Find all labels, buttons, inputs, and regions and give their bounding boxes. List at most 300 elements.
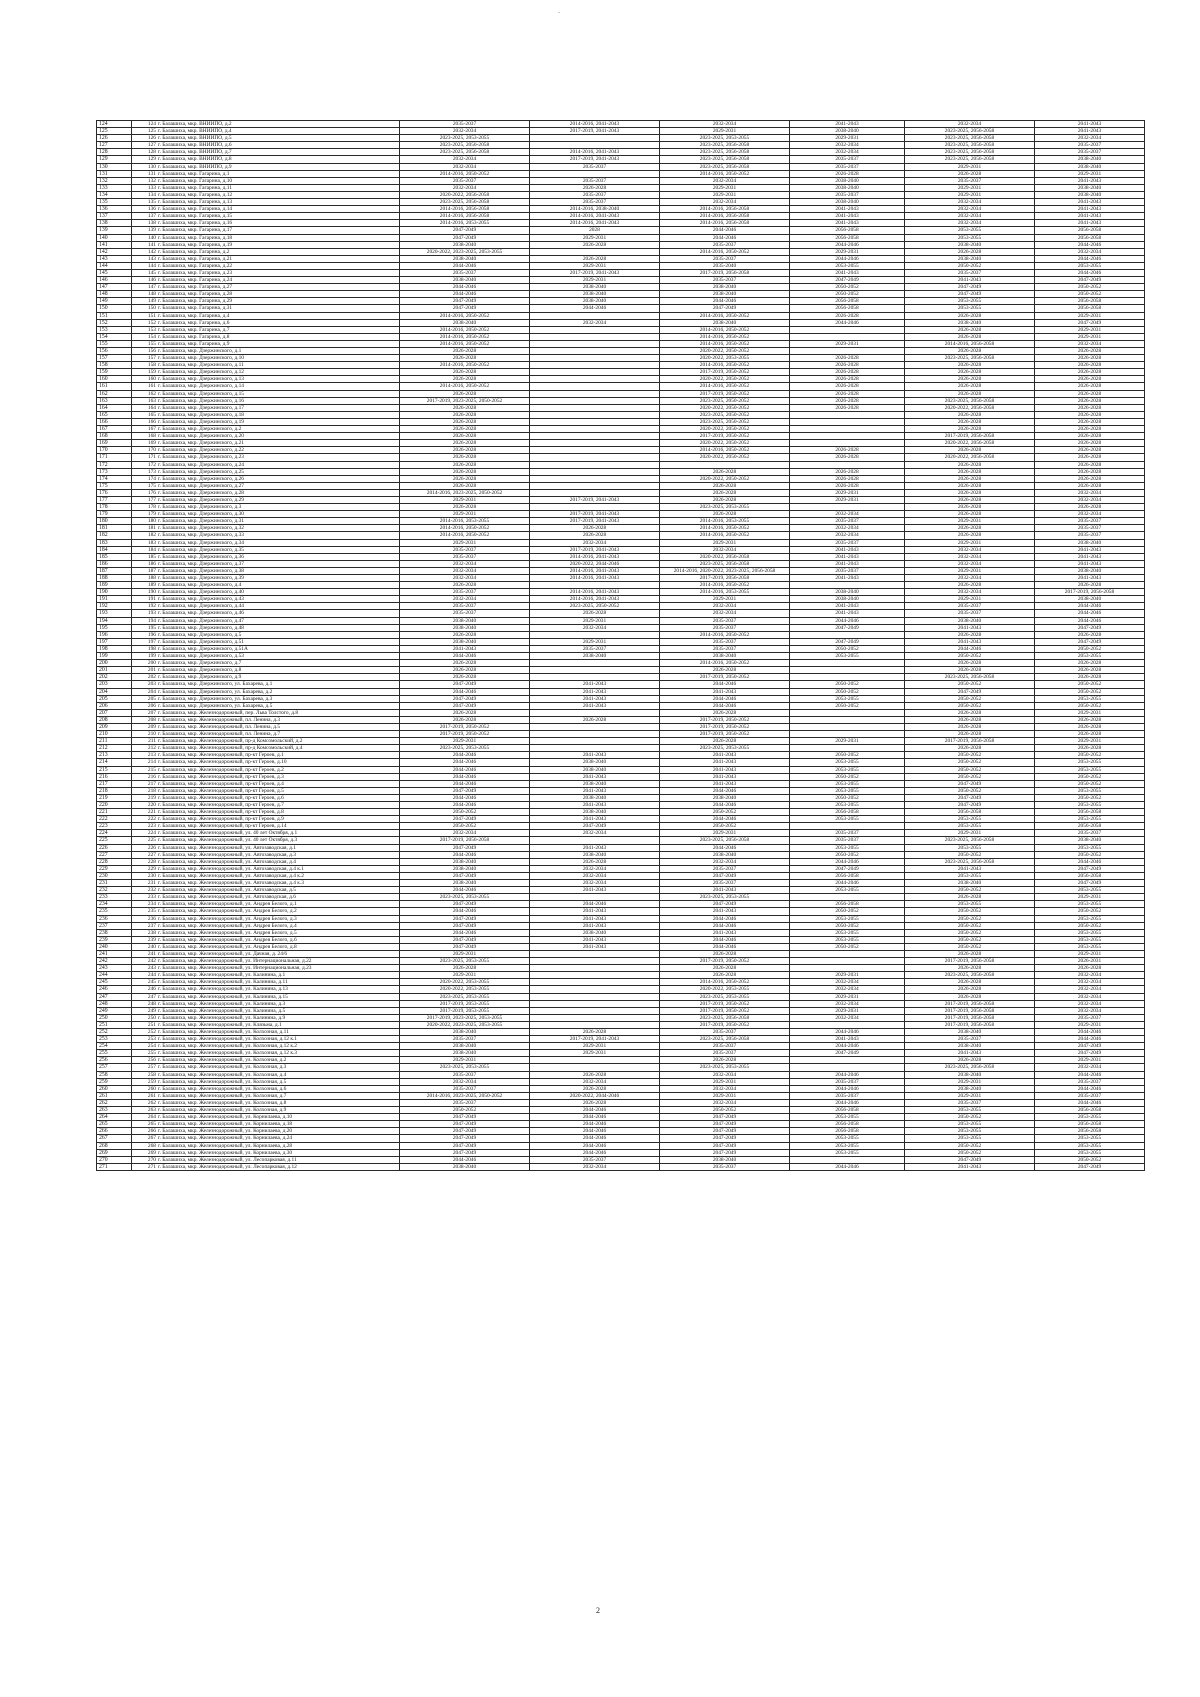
item-number: 198	[147, 645, 156, 652]
item-number: 153	[147, 326, 156, 333]
year-range-cell: 2029-2031	[905, 1078, 1035, 1085]
row-number: 269	[97, 1149, 132, 1156]
row-number: 131	[97, 170, 132, 177]
address: г. Балашиха, мкр. Железнодорожный, ул. Андрея Белого, д.3	[158, 915, 297, 922]
row-number: 253	[97, 1036, 132, 1043]
year-range-cell: 2053-2055	[905, 816, 1035, 823]
year-range-cell: 2038-2040	[905, 617, 1035, 624]
address: г. Балашиха, мкр. Дзержинского, д.11	[158, 362, 244, 369]
year-range-cell: 2014-2016, 2050-2052	[400, 170, 530, 177]
address-cell	[132, 688, 400, 695]
year-range-cell: 2053-2055	[905, 1107, 1035, 1114]
year-range-cell: 2029-2031	[400, 950, 530, 957]
row-number: 229	[97, 865, 132, 872]
address: г. Балашиха, мкр. Железнодорожный, ул. Автозаводская, д.1	[158, 844, 296, 851]
year-range-cell: 2026-2028	[790, 362, 905, 369]
year-range-cell: 2044-2046	[400, 802, 530, 809]
year-range-cell: 2044-2046	[530, 1135, 660, 1142]
row-number: 214	[97, 759, 132, 766]
address-cell	[132, 482, 400, 489]
table-row	[97, 475, 1145, 482]
year-range-cell: 2047-2049	[905, 780, 1035, 787]
table-row	[97, 596, 1145, 603]
year-range-cell: 2014-2016, 2056-2058	[400, 206, 530, 213]
year-range-cell	[790, 1021, 905, 1028]
address: г. Балашиха, мкр. Железнодорожный, пр-кт Героев, д.4	[158, 780, 284, 787]
table-row	[97, 603, 1145, 610]
year-range-cell: 2014-2016, 2038-2040	[530, 206, 660, 213]
year-range-cell: 2035-2037	[400, 269, 530, 276]
year-range-cell	[790, 958, 905, 965]
year-range-cell: 2038-2040	[905, 319, 1035, 326]
table-row	[97, 752, 1145, 759]
table-row	[97, 255, 1145, 262]
year-range-cell: 2047-2049	[400, 922, 530, 929]
year-range-cell: 2032-2034	[905, 121, 1035, 128]
year-range-cell: 2044-2046	[790, 1085, 905, 1092]
year-range-cell: 2032-2034	[530, 319, 660, 326]
item-number: 252	[147, 1029, 156, 1035]
item-number: 174	[147, 475, 156, 482]
year-range-cell: 2047-2049	[400, 1135, 530, 1142]
year-range-cell: 2029-2031	[1035, 894, 1145, 901]
year-range-cell: 2026-2028	[400, 660, 530, 667]
year-range-cell: 2029-2031	[790, 1007, 905, 1014]
year-range-cell: 2026-2028	[660, 489, 790, 496]
year-range-cell: 2050-2052	[905, 773, 1035, 780]
year-range-cell: 2050-2052	[905, 653, 1035, 660]
item-number: 204	[147, 688, 156, 695]
year-range-cell: 2044-2046	[790, 1163, 905, 1170]
address: г. Балашиха, мкр. Железнодорожный, пр-кт Героев, д.1	[158, 752, 284, 759]
table-row	[97, 433, 1145, 440]
year-range-cell: 2032-2034	[790, 511, 905, 518]
address-cell	[132, 936, 400, 943]
item-number: 168	[147, 433, 156, 440]
address: г. Балашиха, мкр. Железнодорожный, пл. Ленина, д.7	[158, 731, 281, 738]
year-range-cell: 2047-2049	[790, 277, 905, 284]
year-range-cell: 2032-2034	[400, 575, 530, 582]
address-cell	[132, 269, 400, 276]
address-cell	[132, 1142, 400, 1149]
year-range-cell: 2023-2025, 2056-2058	[905, 149, 1035, 156]
row-number: 205	[97, 695, 132, 702]
year-range-cell: 2044-2046	[1035, 1036, 1145, 1043]
address-cell	[132, 404, 400, 411]
year-range-cell: 2026-2028	[905, 362, 1035, 369]
year-range-cell: 2026-2028	[400, 411, 530, 418]
item-number: 126	[147, 135, 156, 142]
year-range-cell: 2014-2016, 2041-2043	[530, 589, 660, 596]
address-cell	[132, 454, 400, 461]
year-range-cell: 2032-2034	[1035, 1000, 1145, 1007]
year-range-cell: 2032-2034	[1035, 135, 1145, 142]
year-range-cell: 2032-2034	[1035, 979, 1145, 986]
year-range-cell: 2053-2055	[905, 901, 1035, 908]
table-row	[97, 731, 1145, 738]
item-number: 251	[147, 1021, 156, 1028]
year-range-cell: 2032-2034	[660, 1099, 790, 1106]
item-number: 185	[147, 553, 156, 560]
year-range-cell	[530, 1000, 660, 1007]
item-number: 257	[147, 1064, 156, 1071]
year-range-cell: 2017-2019, 2041-2043	[530, 511, 660, 518]
year-range-cell: 2047-2049	[1035, 1043, 1145, 1050]
year-range-cell: 2047-2049	[660, 1121, 790, 1128]
year-range-cell: 2026-2028	[905, 348, 1035, 355]
year-range-cell: 2026-2028	[530, 532, 660, 539]
year-range-cell: 2026-2028	[905, 993, 1035, 1000]
year-range-cell: 2041-2043	[790, 603, 905, 610]
item-number: 213	[147, 752, 156, 759]
year-range-cell: 2029-2031	[1035, 333, 1145, 340]
year-range-cell: 2026-2028	[1035, 582, 1145, 589]
table-row	[97, 284, 1145, 291]
year-range-cell	[530, 745, 660, 752]
year-range-cell: 2047-2049	[790, 1050, 905, 1057]
row-number: 184	[97, 546, 132, 553]
year-range-cell: 2032-2034	[905, 206, 1035, 213]
row-number: 200	[97, 660, 132, 667]
year-range-cell: 2056-2058	[790, 227, 905, 234]
year-range-cell: 2038-2040	[790, 199, 905, 206]
year-range-cell: 2026-2028	[400, 348, 530, 355]
address-cell	[132, 589, 400, 596]
table-row	[97, 723, 1145, 730]
item-number: 235	[147, 908, 156, 915]
year-range-cell: 2026-2028	[905, 504, 1035, 511]
year-range-cell: 2026-2028	[905, 965, 1035, 972]
year-range-cell: 2050-2052	[1035, 1156, 1145, 1163]
address: г. Балашиха, мкр. Железнодорожный, ул. Колхозная, д.12 к.1	[158, 1036, 297, 1043]
address-cell	[132, 546, 400, 553]
address: г. Балашиха, мкр. Дзержинского, д.35	[158, 546, 244, 553]
year-range-cell: 2053-2055	[1035, 901, 1145, 908]
year-range-cell: 2047-2049	[400, 702, 530, 709]
item-number: 227	[147, 851, 156, 858]
year-range-cell: 2038-2040	[660, 653, 790, 660]
year-range-cell	[790, 582, 905, 589]
year-range-cell: 2050-2052	[790, 794, 905, 801]
year-range-cell: 2017-2019, 2041-2043	[530, 156, 660, 163]
year-range-cell: 2026-2028	[400, 454, 530, 461]
year-range-cell	[530, 709, 660, 716]
address-cell	[132, 802, 400, 809]
address: г. Балашиха, мкр. Гагарина, д.18	[158, 234, 233, 241]
item-number: 206	[147, 702, 156, 709]
item-number: 166	[147, 418, 156, 425]
address: г. Балашиха, мкр. Железнодорожный, ул. Колхозная, д.8	[158, 1099, 287, 1106]
year-range-cell	[790, 426, 905, 433]
table-row	[97, 390, 1145, 397]
address: г. Балашиха, мкр. Дзержинского, д.13	[158, 376, 244, 383]
year-range-cell	[530, 1057, 660, 1064]
table-row	[97, 1036, 1145, 1043]
year-range-cell: 2026-2028	[905, 447, 1035, 454]
year-range-cell: 2023-2025, 2053-2055	[400, 135, 530, 142]
table-row	[97, 936, 1145, 943]
item-number: 169	[147, 440, 156, 447]
year-range-cell: 2026-2028	[1035, 383, 1145, 390]
address: г. Балашиха, мкр. Железнодорожный, ул. Колхозная, д.3	[158, 1064, 287, 1071]
year-range-cell: 2044-2046	[530, 1149, 660, 1156]
year-range-cell: 2035-2037	[790, 830, 905, 837]
year-range-cell: 2038-2040	[530, 284, 660, 291]
address-cell	[132, 475, 400, 482]
year-range-cell	[530, 1021, 660, 1028]
year-range-cell: 2026-2028	[1035, 745, 1145, 752]
year-range-cell: 2017-2019, 2050-2052	[660, 1000, 790, 1007]
year-range-cell: 2053-2055	[905, 1135, 1035, 1142]
year-range-cell: 2038-2040	[905, 1029, 1035, 1036]
row-number: 242	[97, 958, 132, 965]
address: г. Балашиха, мкр. Железнодорожный, пер. Льва Толстого, д.8	[158, 709, 299, 716]
year-range-cell: 2029-2031	[1035, 738, 1145, 745]
row-number: 231	[97, 880, 132, 887]
year-range-cell: 2044-2046	[400, 773, 530, 780]
row-number: 241	[97, 950, 132, 957]
table-row	[97, 319, 1145, 326]
year-range-cell: 2047-2049	[660, 901, 790, 908]
year-range-cell: 2044-2046	[790, 1071, 905, 1078]
year-range-cell: 2056-2058	[1035, 305, 1145, 312]
address-cell	[132, 348, 400, 355]
year-range-cell: 2029-2031	[1035, 170, 1145, 177]
year-range-cell: 2026-2028	[400, 418, 530, 425]
year-range-cell: 2020-2022, 2053-2055	[400, 986, 530, 993]
table-row	[97, 809, 1145, 816]
year-range-cell: 2017-2019, 2041-2043	[530, 128, 660, 135]
address-cell	[132, 752, 400, 759]
year-range-cell: 2041-2043	[905, 1050, 1035, 1057]
row-number: 191	[97, 596, 132, 603]
year-range-cell: 2023-2025, 2056-2058	[400, 199, 530, 206]
year-range-cell: 2038-2040	[530, 298, 660, 305]
year-range-cell: 2023-2025, 2053-2055	[400, 993, 530, 1000]
address: г. Балашиха, мкр. ВНИИПО, д.2	[158, 121, 232, 127]
year-range-cell: 2026-2028	[905, 1057, 1035, 1064]
year-range-cell	[530, 355, 660, 362]
year-range-cell	[790, 348, 905, 355]
address: г. Балашиха, мкр. Дзержинского, д.53	[158, 653, 244, 660]
address: г. Балашиха, мкр. Дзержинского, д.34	[158, 539, 244, 546]
year-range-cell: 2023-2025, 2056-2058	[660, 163, 790, 170]
address: г. Балашиха, мкр. Железнодорожный, ул. Калинина, д.9	[158, 1014, 286, 1021]
year-range-cell	[790, 411, 905, 418]
year-range-cell: 2047-2049	[400, 1128, 530, 1135]
year-range-cell: 2026-2028	[1035, 475, 1145, 482]
year-range-cell: 2035-2037	[905, 610, 1035, 617]
year-range-cell: 2026-2028	[530, 1085, 660, 1092]
year-range-cell: 2044-2046	[790, 1043, 905, 1050]
year-range-cell: 2041-2043	[530, 936, 660, 943]
year-range-cell: 2038-2040	[790, 184, 905, 191]
year-range-cell	[530, 440, 660, 447]
year-range-cell: 2035-2040	[660, 262, 790, 269]
address: г. Балашиха, мкр. Гагарина, д.27	[158, 284, 233, 291]
address-cell	[132, 504, 400, 511]
row-number: 262	[97, 1099, 132, 1106]
table-row	[97, 376, 1145, 383]
address: г. Балашиха, мкр. Дзержинского, д.19	[158, 418, 244, 425]
address-cell	[132, 489, 400, 496]
row-number: 126	[97, 135, 132, 142]
year-range-cell: 2047-2049	[400, 681, 530, 688]
address-cell	[132, 858, 400, 865]
year-range-cell: 2038-2040	[790, 128, 905, 135]
year-range-cell: 2038-2040	[660, 851, 790, 858]
year-range-cell: 2053-2055	[1035, 936, 1145, 943]
address-cell	[132, 653, 400, 660]
address-cell	[132, 617, 400, 624]
year-range-cell: 2029-2031	[530, 1043, 660, 1050]
year-range-cell: 2026-2028	[530, 1029, 660, 1036]
row-number: 225	[97, 837, 132, 844]
year-range-cell: 2017-2019, 2056-2058	[400, 837, 530, 844]
year-range-cell: 2035-2037	[660, 1050, 790, 1057]
year-range-cell: 2053-2055	[790, 787, 905, 794]
row-number: 172	[97, 461, 132, 468]
table-row	[97, 567, 1145, 574]
row-number: 267	[97, 1135, 132, 1142]
address-cell	[132, 255, 400, 262]
year-range-cell: 2035-2037	[660, 241, 790, 248]
year-range-cell: 2026-2028	[905, 525, 1035, 532]
year-range-cell: 2050-2052	[1035, 681, 1145, 688]
address: г. Балашиха, мкр. ВНИИПО, д.9	[158, 163, 232, 170]
year-range-cell	[530, 1064, 660, 1071]
year-range-cell: 2050-2052	[905, 936, 1035, 943]
year-range-cell: 2020-2022, 2056-2058	[905, 404, 1035, 411]
year-range-cell: 2053-2055	[1035, 262, 1145, 269]
row-number: 219	[97, 794, 132, 801]
year-range-cell	[790, 674, 905, 681]
row-number: 152	[97, 319, 132, 326]
row-number: 153	[97, 326, 132, 333]
table-row	[97, 227, 1145, 234]
year-range-cell: 2038-2040	[400, 858, 530, 865]
row-number: 239	[97, 936, 132, 943]
item-number: 240	[147, 943, 156, 950]
item-number: 138	[147, 220, 156, 227]
item-number: 136	[147, 206, 156, 213]
year-range-cell: 2050-2052	[400, 1107, 530, 1114]
year-range-cell	[530, 376, 660, 383]
year-range-cell: 2041-2043	[530, 695, 660, 702]
year-range-cell: 2035-2037	[660, 638, 790, 645]
item-number: 262	[147, 1099, 156, 1106]
table-row	[97, 986, 1145, 993]
year-range-cell: 2050-2052	[790, 943, 905, 950]
item-number: 127	[147, 142, 156, 149]
year-range-cell	[660, 461, 790, 468]
year-range-cell: 2035-2037	[400, 177, 530, 184]
year-range-cell	[790, 731, 905, 738]
year-range-cell: 2032-2034	[400, 163, 530, 170]
year-range-cell: 2023-2025, 2056-2058	[660, 142, 790, 149]
year-range-cell: 2038-2040	[660, 319, 790, 326]
item-number: 141	[147, 241, 156, 248]
year-range-cell: 2041-2043	[660, 759, 790, 766]
address: г. Балашиха, мкр. Гагарина, д.16	[158, 220, 233, 227]
table-row	[97, 489, 1145, 496]
address: г. Балашиха, мкр. Дзержинского, д.28	[158, 489, 244, 496]
year-range-cell: 2044-2046	[400, 291, 530, 298]
year-range-cell: 2026-2028	[905, 369, 1035, 376]
address: г. Балашиха, мкр. Дзержинского, д.18	[158, 411, 244, 418]
year-range-cell: 2026-2028	[790, 170, 905, 177]
address: г. Балашиха, мкр. Дзержинского, д.8	[158, 667, 242, 674]
year-range-cell: 2026-2028	[905, 709, 1035, 716]
year-range-cell	[790, 1064, 905, 1071]
year-range-cell: 2026-2028	[790, 369, 905, 376]
year-range-cell: 2050-2052	[905, 851, 1035, 858]
address-cell	[132, 1021, 400, 1028]
year-range-cell: 2017-2019, 2056-2058	[905, 1021, 1035, 1028]
year-range-cell	[790, 716, 905, 723]
year-range-cell: 2032-2034	[530, 539, 660, 546]
year-range-cell: 2029-2031	[1035, 312, 1145, 319]
address: г. Балашиха, мкр. Железнодорожный, пр-кт Героев, д.14	[158, 823, 287, 830]
address: г. Балашиха, мкр. Железнодорожный, ул. Корнилаева, д.24	[158, 1135, 293, 1142]
year-range-cell: 2056-2058	[790, 872, 905, 879]
address-cell	[132, 1078, 400, 1085]
year-range-cell	[530, 504, 660, 511]
item-number: 189	[147, 582, 156, 589]
year-range-cell	[530, 135, 660, 142]
table-row	[97, 298, 1145, 305]
item-number: 245	[147, 979, 156, 986]
table-row	[97, 418, 1145, 425]
year-range-cell: 2026-2028	[1035, 631, 1145, 638]
item-number: 150	[147, 305, 156, 312]
item-number: 224	[147, 830, 156, 837]
year-range-cell: 2029-2031	[905, 539, 1035, 546]
address-cell	[132, 759, 400, 766]
year-range-cell: 2032-2034	[1035, 1064, 1145, 1071]
year-range-cell: 2050-2052	[1035, 702, 1145, 709]
row-number: 259	[97, 1078, 132, 1085]
year-range-cell: 2032-2034	[400, 560, 530, 567]
year-range-cell: 2026-2028	[400, 631, 530, 638]
year-range-cell: 2029-2031	[530, 234, 660, 241]
year-range-cell: 2017-2019, 2041-2043	[530, 546, 660, 553]
year-range-cell: 2056-2058	[790, 1128, 905, 1135]
year-range-cell: 2029-2031	[1035, 950, 1145, 957]
year-range-cell: 2050-2052	[790, 908, 905, 915]
address-cell	[132, 468, 400, 475]
row-number: 138	[97, 220, 132, 227]
address-cell	[132, 851, 400, 858]
year-range-cell: 2053-2055	[1035, 759, 1145, 766]
item-number: 255	[147, 1050, 156, 1057]
year-range-cell: 2047-2049	[400, 1142, 530, 1149]
row-number: 206	[97, 702, 132, 709]
year-range-cell	[790, 745, 905, 752]
item-number: 231	[147, 880, 156, 887]
address-cell	[132, 128, 400, 135]
year-range-cell: 2044-2046	[660, 695, 790, 702]
address-cell	[132, 518, 400, 525]
table-row	[97, 894, 1145, 901]
year-range-cell: 2014-2016, 2020-2022, 2023-2025, 2056-2058	[660, 567, 790, 574]
item-number: 177	[147, 496, 156, 503]
year-range-cell: 2020-2022, 2023-2025, 2053-2055	[400, 1021, 530, 1028]
year-range-cell: 2020-2022, 2023-2025, 2053-2055	[400, 248, 530, 255]
year-range-cell	[530, 333, 660, 340]
year-range-cell: 2056-2058	[790, 305, 905, 312]
year-range-cell: 2047-2049	[790, 638, 905, 645]
